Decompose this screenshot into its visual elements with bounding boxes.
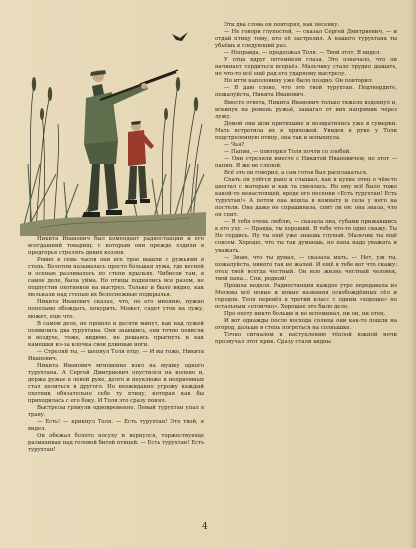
paragraph: — Стреляй ты, — шепнул Толя отцу. — И вы тоже, Никита Иванович. (28, 348, 204, 362)
paragraph: — Есть! — крикнул Толя. — Есть турухтан! Это твой, я видел. (28, 419, 204, 433)
paragraph: — Я тебя очень люблю, — сказала она, губами прижавшись к его уху. — Правда, ты хороший. Я тебе что-то одно скажу. Ты Не сердись. Ну ты ещё уже знаешь глупый. Мальчик ты ещё совсем. Хорошо, что ты так думаешь, но папа надо уважать и уважать. (215, 219, 397, 254)
page-number: 4 (202, 522, 208, 532)
left-text-column (28, 236, 204, 454)
paragraph: Ровно в семь часов они все трое вышли с ружьями в степь. Болотом называлась просто большая лужа, где весной и осенью разливалось по степи крыльях. Чибисов там, в самое деле, была уйма. Но птицы поднялись все разом, не подпустив охотников на выстрел. Только и было видно, как мелькали над степью их белоснежные подкрылья. (28, 257, 204, 299)
paragraph: — Папин, — повторил Толя почти со злобой. (224, 148, 351, 155)
paragraph: — Неправда, — продолжал Толя. — Твой этот. Я видел. (224, 50, 381, 57)
paragraph: Никита Иванович мгновенно взял на мушку одного турухтана. А Сергей Дмитриевич опустился на колено и, держа ружье в левой руке, долго и неуклюже в неприемных стал целиться в другого. Но неожиданно угрожу каждый охотник обязательно себе ту птицу, которая как бы приходилась с его боку. И Толя это сразу понял. (28, 362, 204, 405)
paragraph: В самом деле, не прошло и десяти минут, как над лужей появились два турухтана. Они знавшись, они точно повисли в воздухе, тоже, видимо, не решаясь прыгнуть и как камешки из-за клочка свои длинные ноги. (28, 320, 204, 348)
paragraph: — Не говори глупостей, — сказал Сергей Дмитриевич, — и отдай птицу тому, кто её застрелил. А нашего турухтана ты убьёшь в следующий раз. (215, 29, 397, 50)
paragraph: Про охоту никто больше и не вспоминал, ни он, ни отец. (224, 310, 386, 317)
paragraph: Вместо ответа, Никита Иванович только тяжело вздохнул и, вскинув на ремень ружьё, зашагал от них напрямик через лужу. (215, 99, 397, 120)
paragraph: Выстрелы грянули одновременно. Левый турухтан упал в траву. (28, 405, 204, 419)
right-text-column (215, 22, 397, 346)
paragraph: — Они стреляли вместе с Никитой Ивановичем, но этот — папин. Я же не слепой. (215, 155, 397, 169)
paragraph: Никита Иванович был комендант радиостанции и его всегдашний товарищ; с которым они прежде ездили в предгорья стрелять диких козлов. (28, 236, 204, 257)
paragraph: Точно сигналом к наступлению тёплой южной ночи прозвучал этот крик. Сразу стали видны (215, 332, 397, 346)
hunting-illustration (20, 14, 206, 236)
paragraph: Но итти наполовину уже было поздно. Он повторил: (224, 78, 374, 85)
page-edge-shadow (410, 0, 416, 548)
paragraph: И вот однажды после восхода солнца они как-то пошли на огород, дальше в степь погреться на солнышке. (215, 317, 397, 332)
paragraph: — Знаю, что ты думал, — сказала мать. — Нет, уж ты, пожалуйста, никого так не жалей. И ещё я тебе вот что скажу: отец твой всегда честный. Он всю жизнь честный человек, твой папа... Спи, родной! (215, 254, 397, 282)
paragraph: — Я даю слово, что это твой турухтан. Подтвердите, пожалуйста, Никита Иванович. (215, 85, 397, 99)
paragraph: У отца вдруг потемнели глаза. Это означало, что он начинает сердиться всерьёз. Мальчику стало трудно дышать, но что-то всё ещё рад его ударному выстрелу. (215, 57, 397, 78)
paragraph: Он обежал болото посуху и вернулся, торжествующе размахивая над головой битой птицей. — Есть турухтан! Есть турухтан! (28, 433, 204, 454)
paragraph: Спать он улёгся рано и слышал, как в кухне отец о чём-то шептал с матерью и как та смеялась. Но ему всё было тоже какой-то ненастоящей, вроде его песенки «Есть турухтан! Есть турухтан!» А потом она вошла в комнату и села у него на постели. Она даже не спрашивала, спит ли он: она знала, что он спит. (215, 177, 397, 219)
paragraph: Прошла неделя. Радиостанция каждое утро передавала из Москвы всё новые и новые названия освобождённых сёл и городов. Толя перевёл в третий класс с одним «хорошо» по остальным «отлично». Хорошее это было дело. (215, 282, 397, 310)
paragraph: — Чья? (224, 141, 245, 148)
paragraph: Никита Иванович сказал, что, по его мнению, нужно попеламо обождать, покурить. Может, сядет уток на лужу, может, еще что. (28, 299, 204, 320)
paragraph: Эти два слова он повторял, как песенку. (224, 22, 340, 28)
paragraph: Всё это он говорил, а сам готов был расплакаться. (224, 169, 368, 176)
paragraph: Домой они шли притихшие и возвратились уже в сумерки. Мать встретила их в прихожей. Увидев в руке у Толи подстреленную птицу, она так и вспыхнула. (215, 120, 397, 141)
